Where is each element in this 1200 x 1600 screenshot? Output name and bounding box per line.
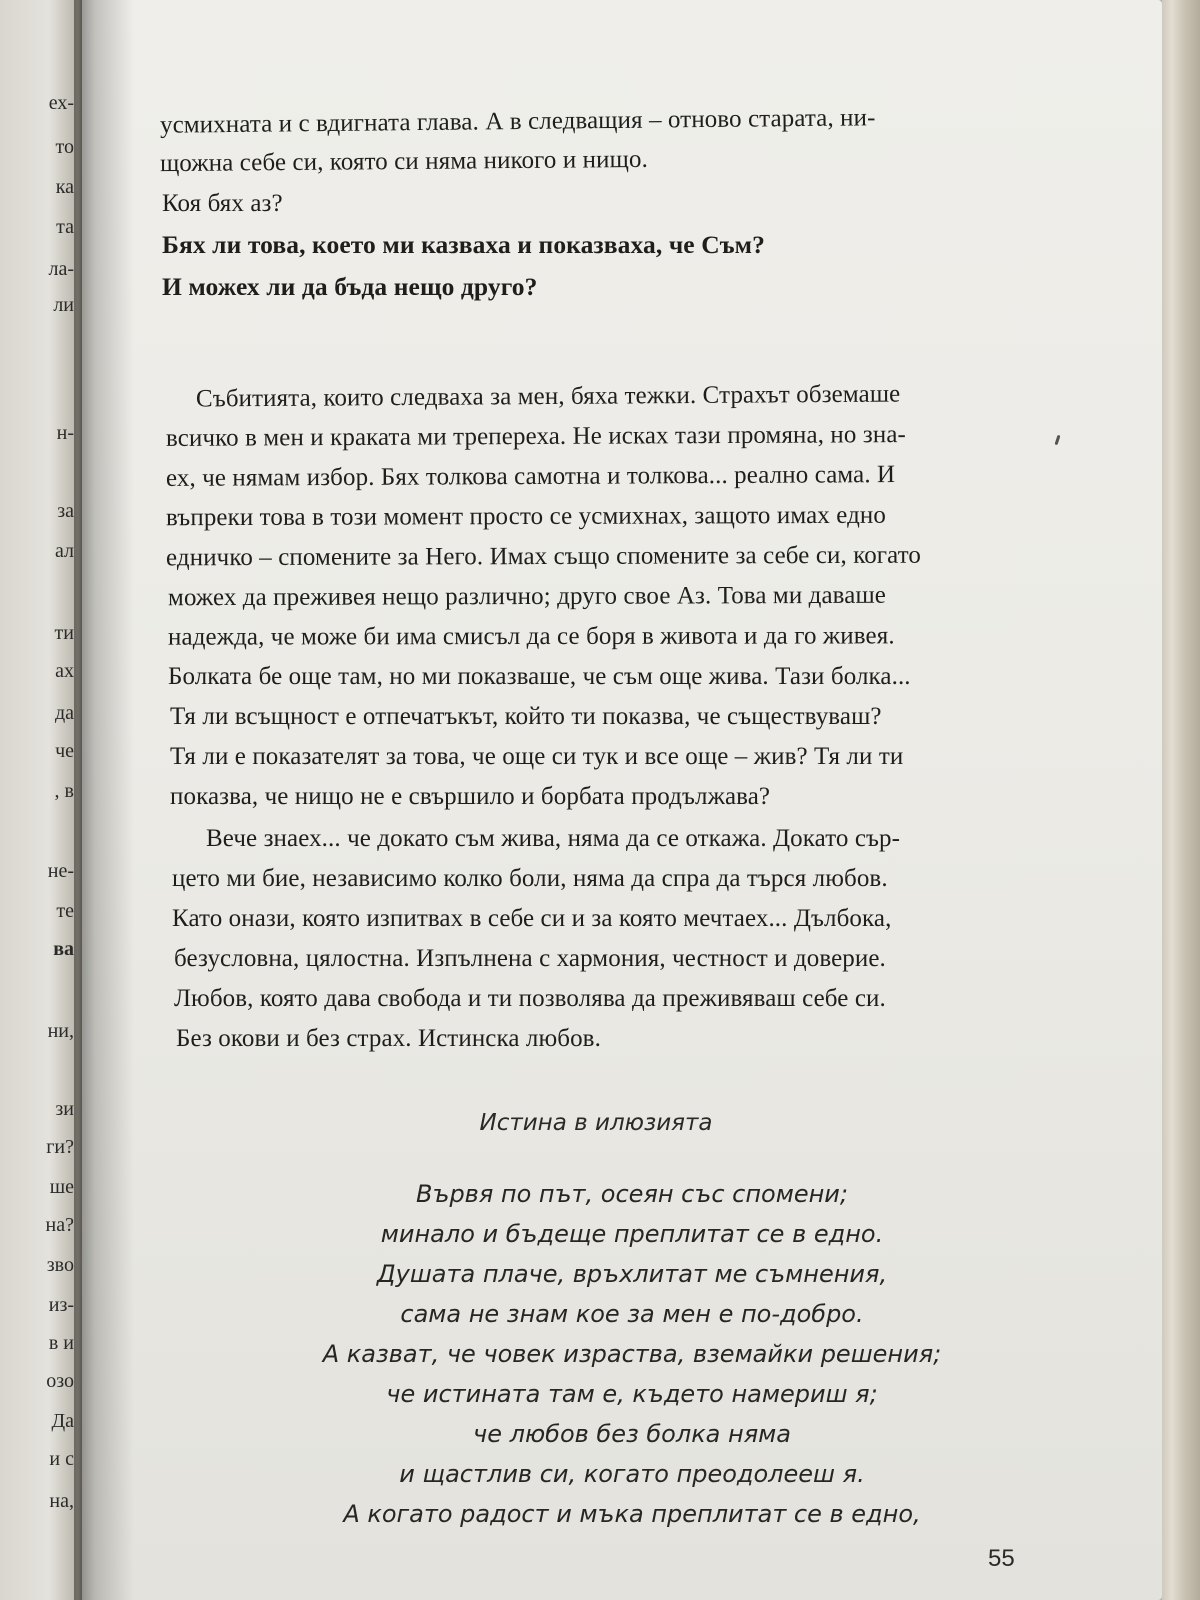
text-line: всичко в мен и краката ми трепереха. Не исках тази промяна, но зна- [165,421,906,452]
poem-line: че истината там е, където намериш я; [386,1380,878,1408]
left-page-fragment: ах [55,660,74,682]
left-page-fragment: Да [51,1410,74,1432]
poem-title: Истина в илюзията [479,1110,713,1136]
left-page-fragment: те [56,900,74,922]
left-page-fragment: за [57,500,74,522]
left-page-fragment: да [54,702,74,724]
left-page-fragment: н- [56,422,74,444]
left-page-fragment: на? [45,1214,74,1236]
left-page-fragment: то [55,136,74,158]
text-line: Коя бях аз? [162,190,283,217]
poem-line: Душата плаче, връхлитат ме съмнения, [376,1260,888,1288]
text-line: показва, че нищо не е свършило и борбата продължава? [170,783,771,810]
text-line: едничко – спомените за Него. Имах също спомените за себе си, когато [165,541,922,572]
text-line: Като онази, която изпитвах в себе си и за която мечтаех... Дълбока, [172,905,892,932]
page-number: 55 [988,1545,1015,1572]
left-page-fragment: ех- [48,92,74,114]
left-page-fragment: , в [54,780,74,802]
text-line: Болката бе още там, но ми показваше, че съм още жива. Тази болка... [168,663,911,690]
left-page-fragment: ти [54,622,74,644]
left-page-fragment: зво [46,1254,74,1276]
poem-line: Вървя по път, осеян със спомени; [416,1180,848,1208]
left-page-fragment: озо [46,1370,74,1392]
text-line: Любов, която дава свобода и ти позволява да преживяваш себе си. [174,985,886,1012]
text-line: надежда, че може би има смисъл да се боря в живота и да го живея. [167,622,895,651]
left-page-fragment: ни, [47,1020,74,1042]
left-page-fragment: та [56,216,74,238]
text-line: безусловна, цялостна. Изпълнена с хармония, честност и доверие. [174,945,886,972]
left-page-fragment: из- [48,1294,74,1316]
text-line: Без окови и без страх. Истинска любов. [176,1025,601,1052]
text-line: Вече знаех... че докато съм жива, няма да се откажа. Докато сър- [206,825,901,852]
poem-line: А когато радост и мъка преплитат се в едно, [343,1500,921,1528]
text-line: Тя ли всъщност е отпечатъкът, който ти показва, че съществуваш? [170,703,882,730]
poem-line: че любов без болка няма [473,1420,791,1448]
left-page-fragment: ва [53,938,74,960]
left-page-fragment: ли [53,294,74,316]
text-line: можех да преживея нещо различно; друго свое Аз. Това ми даваше [167,581,887,612]
text-line: въпреки това в този момент просто се усмихнах, защото имах едно [165,501,887,532]
text-line: цето ми бие, независимо колко боли, няма да спра да търся любов. [172,865,888,892]
bold-question-line: Бях ли това, което ми казваха и показваха, че Съм? [162,230,765,259]
poem-line: А казват, че човек израства, вземайки решения; [322,1340,942,1368]
poem-line: сама не знам кое за мен е по-добро. [400,1300,864,1328]
left-page-fragment: ал [54,540,74,562]
left-page-fragment: че [55,740,74,762]
left-page-fragment: ги? [46,1136,74,1158]
left-page-fragment: ка [55,176,74,198]
page-edge [1162,0,1200,1600]
text-line: щожна себе си, която си няма никого и нищо. [159,145,648,178]
left-page-fragment: ла- [48,258,74,280]
text-line: ех, че нямам избор. Бях толкова самотна и толкова... реално сама. И [165,461,896,492]
left-page [0,0,82,1600]
left-page-fragment: зи [55,1098,74,1120]
poem-line: минало и бъдеще преплитат се в едно. [380,1220,884,1248]
text-line: Събитията, които следваха за мен, бяха тежки. Страхът обземаше [195,380,901,413]
text-line: Тя ли е показателят за това, че още си тук и все още – жив? Тя ли ти [170,743,904,770]
left-page-fragment: в и [48,1332,74,1354]
poem-line: и щастлив си, когато преодолееш я. [399,1460,865,1488]
text-line: усмихната и с вдигната глава. А в следващия – отново старата, ни- [159,104,876,139]
left-page-fragment: на, [49,1490,74,1512]
bold-question-line: И можех ли да бъда нещо друго? [162,272,538,301]
left-page-fragment: и с [49,1448,74,1470]
left-page-fragment: ше [49,1176,74,1198]
left-page-fragment: не- [47,860,74,882]
